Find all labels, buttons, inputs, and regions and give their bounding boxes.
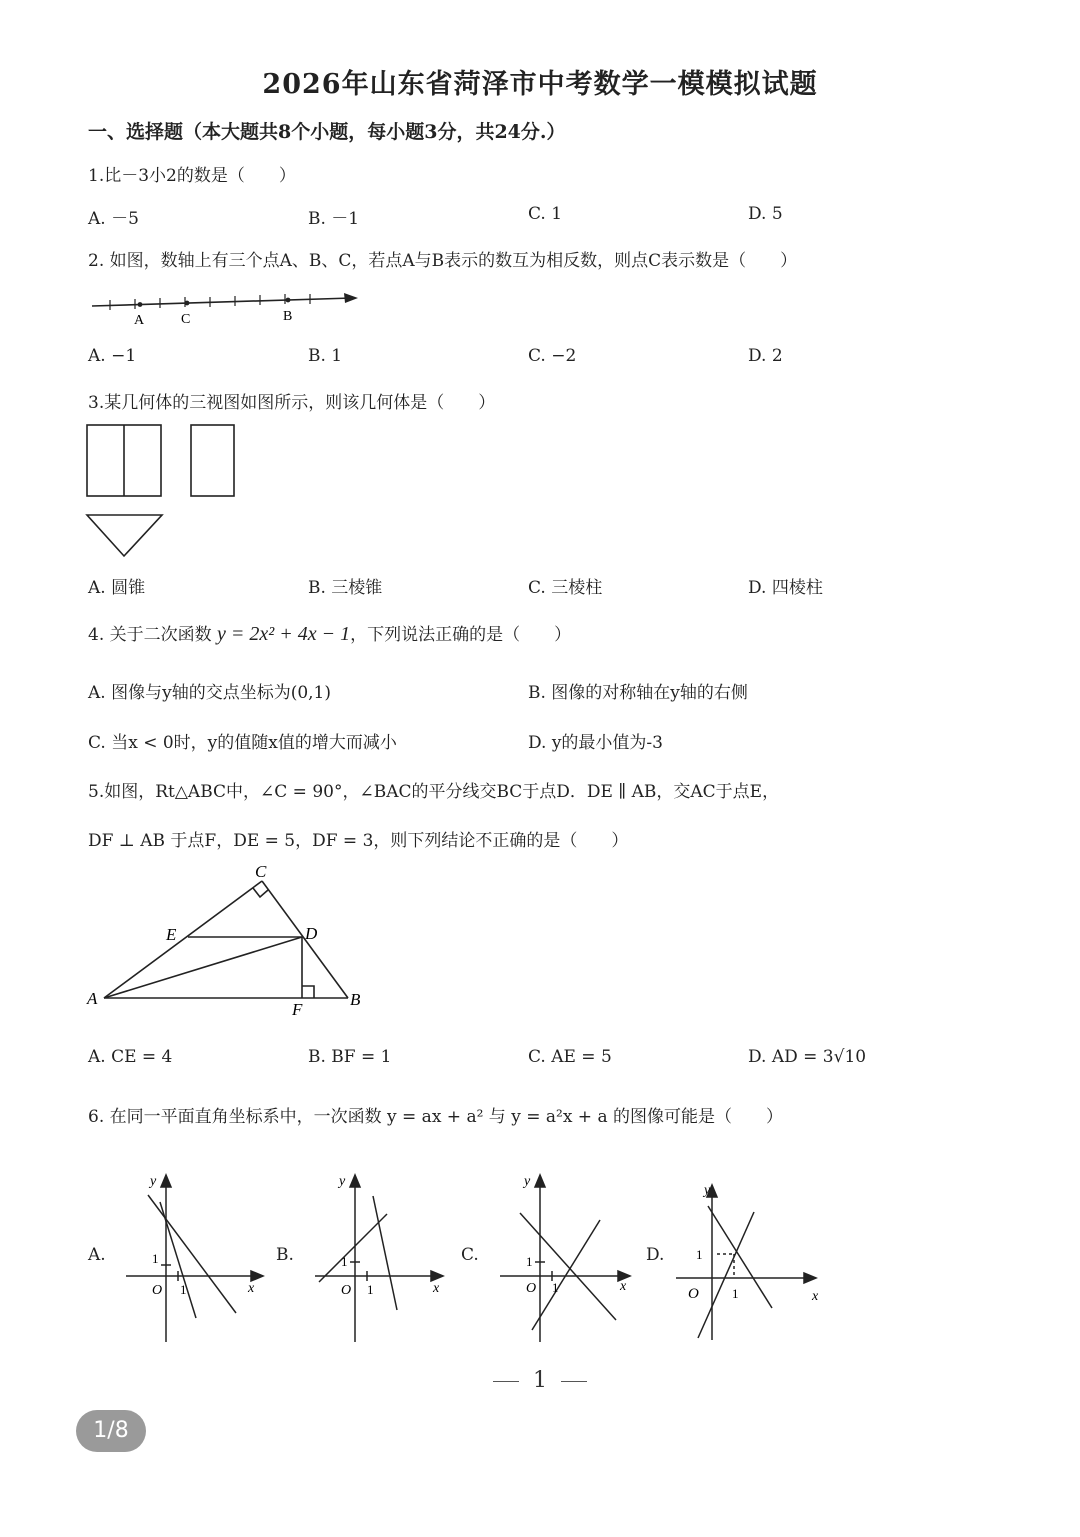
q1-option-b: B. －1 bbox=[308, 209, 360, 229]
q3-option-d: D. 四棱柱 bbox=[748, 578, 823, 598]
point-d-label: D bbox=[305, 924, 318, 943]
q4-option-d: D. y的最小值为-3 bbox=[528, 733, 663, 753]
q6b-x-label: x bbox=[433, 1281, 440, 1296]
q6a-y-label: y bbox=[150, 1174, 157, 1189]
q6c-y-label: y bbox=[524, 1174, 531, 1189]
number-line-figure bbox=[90, 290, 370, 330]
q1-option-d: D. 5 bbox=[748, 204, 783, 224]
q6b-y-label: y bbox=[339, 1174, 346, 1189]
question-5-line-2: DF ⊥ AB 于点F，DE = 5，DF = 3，则下列结论不正确的是（ ） bbox=[88, 831, 629, 851]
q6-option-b-letter: B. bbox=[276, 1245, 294, 1265]
q3-option-c: C. 三棱柱 bbox=[528, 578, 603, 598]
q6d-y-label: y bbox=[704, 1183, 711, 1198]
q6d-tick-y: 1 bbox=[696, 1247, 703, 1262]
q4-stem-pre: 4. 关于二次函数 bbox=[88, 625, 218, 645]
side-view bbox=[191, 425, 234, 496]
q6d-tick-x: 1 bbox=[732, 1286, 739, 1301]
q6-graph-a bbox=[118, 1170, 278, 1350]
q6d-origin: O bbox=[688, 1286, 699, 1302]
q5-option-c: C. AE = 5 bbox=[528, 1047, 612, 1067]
question-2-stem: 2. 如图，数轴上有三个点A、B、C，若点A与B表示的数互为相反数，则点C表示数是（ ） bbox=[88, 251, 798, 271]
triangle-figure bbox=[84, 862, 384, 1022]
q3-option-b: B. 三棱锥 bbox=[308, 578, 383, 598]
vertex-c-label: C bbox=[255, 862, 267, 881]
q6b-tick-y: 1 bbox=[341, 1254, 348, 1269]
q1-option-c: C. 1 bbox=[528, 204, 563, 224]
question-1-stem: 1.比－3小2的数是（ ） bbox=[88, 166, 296, 186]
q3-option-a: A. 圆锥 bbox=[88, 578, 146, 598]
q6c-x-label: x bbox=[620, 1279, 627, 1294]
q6-option-d-letter: D. bbox=[646, 1245, 665, 1265]
q6c-origin: O bbox=[526, 1281, 537, 1296]
vertex-b-label: B bbox=[350, 990, 361, 1009]
page-title: 2026年山东省菏泽市中考数学一模模拟试题 bbox=[262, 69, 818, 100]
q6a-tick-x: 1 bbox=[180, 1282, 187, 1297]
q6c-tick-x: 1 bbox=[552, 1280, 559, 1295]
q6a-origin: O bbox=[152, 1283, 163, 1298]
vertex-a-label: A bbox=[87, 989, 98, 1008]
top-view bbox=[87, 515, 162, 556]
q6c-tick-y: 1 bbox=[526, 1254, 533, 1269]
question-5-line-1: 5.如图，Rt△ABC中，∠C = 90°，∠BAC的平分线交BC于点D．DE ∥ AB，交AC于点E， bbox=[88, 782, 780, 802]
q6-graph-d bbox=[672, 1170, 842, 1350]
q6a-x-label: x bbox=[248, 1281, 255, 1296]
point-b-label: B bbox=[283, 309, 293, 324]
page-footer bbox=[0, 1368, 1080, 1393]
q6d-x-label: x bbox=[812, 1289, 819, 1304]
q5-option-b: B. BF = 1 bbox=[308, 1047, 392, 1067]
q2-option-d: D. 2 bbox=[748, 346, 783, 366]
q6-graph-c bbox=[490, 1170, 650, 1350]
question-4-stem bbox=[88, 620, 571, 646]
q5-option-d: D. AD = 3√10 bbox=[748, 1047, 867, 1067]
q2-option-a: A. −1 bbox=[88, 346, 137, 366]
q4-option-c: C. 当x < 0时，y的值随x值的增大而减小 bbox=[88, 733, 397, 753]
question-3-stem: 3.某几何体的三视图如图所示，则该几何体是（ ） bbox=[88, 393, 496, 413]
q5-option-a: A. CE = 4 bbox=[88, 1047, 173, 1067]
q4-formula: y = 2x² + 4x − 1 bbox=[217, 623, 351, 645]
page-indicator-badge: 1/8 bbox=[76, 1410, 146, 1452]
page-number: 1 bbox=[533, 1368, 547, 1393]
q1-option-a: A. －5 bbox=[88, 209, 139, 229]
point-a-label: A bbox=[134, 313, 145, 328]
section-heading: 一、选择题（本大题共8个小题，每小题3分，共24分.） bbox=[88, 121, 566, 143]
q2-option-c: C. −2 bbox=[528, 346, 577, 366]
q6b-tick-x: 1 bbox=[367, 1282, 374, 1297]
point-c-label: C bbox=[181, 312, 191, 327]
q4-option-a: A. 图像与y轴的交点坐标为(0,1) bbox=[88, 683, 331, 703]
q4-option-b: B. 图像的对称轴在y轴的右侧 bbox=[528, 683, 748, 703]
question-6-stem: 6. 在同一平面直角坐标系中，一次函数 y = ax + a² 与 y = a²x + a 的图像可能是（ ） bbox=[88, 1107, 783, 1127]
point-e-label: E bbox=[166, 925, 177, 944]
q4-stem-post: ，下列说法正确的是（ ） bbox=[350, 625, 572, 645]
q6b-origin: O bbox=[341, 1283, 352, 1298]
q6-option-c-letter: C. bbox=[461, 1245, 479, 1265]
q6-option-a-letter: A. bbox=[88, 1245, 106, 1265]
q6a-tick-y: 1 bbox=[152, 1251, 159, 1266]
three-view-figure bbox=[86, 424, 246, 564]
point-f-label: F bbox=[292, 1000, 303, 1019]
q6-graph-b bbox=[305, 1170, 465, 1350]
q2-option-b: B. 1 bbox=[308, 346, 343, 366]
